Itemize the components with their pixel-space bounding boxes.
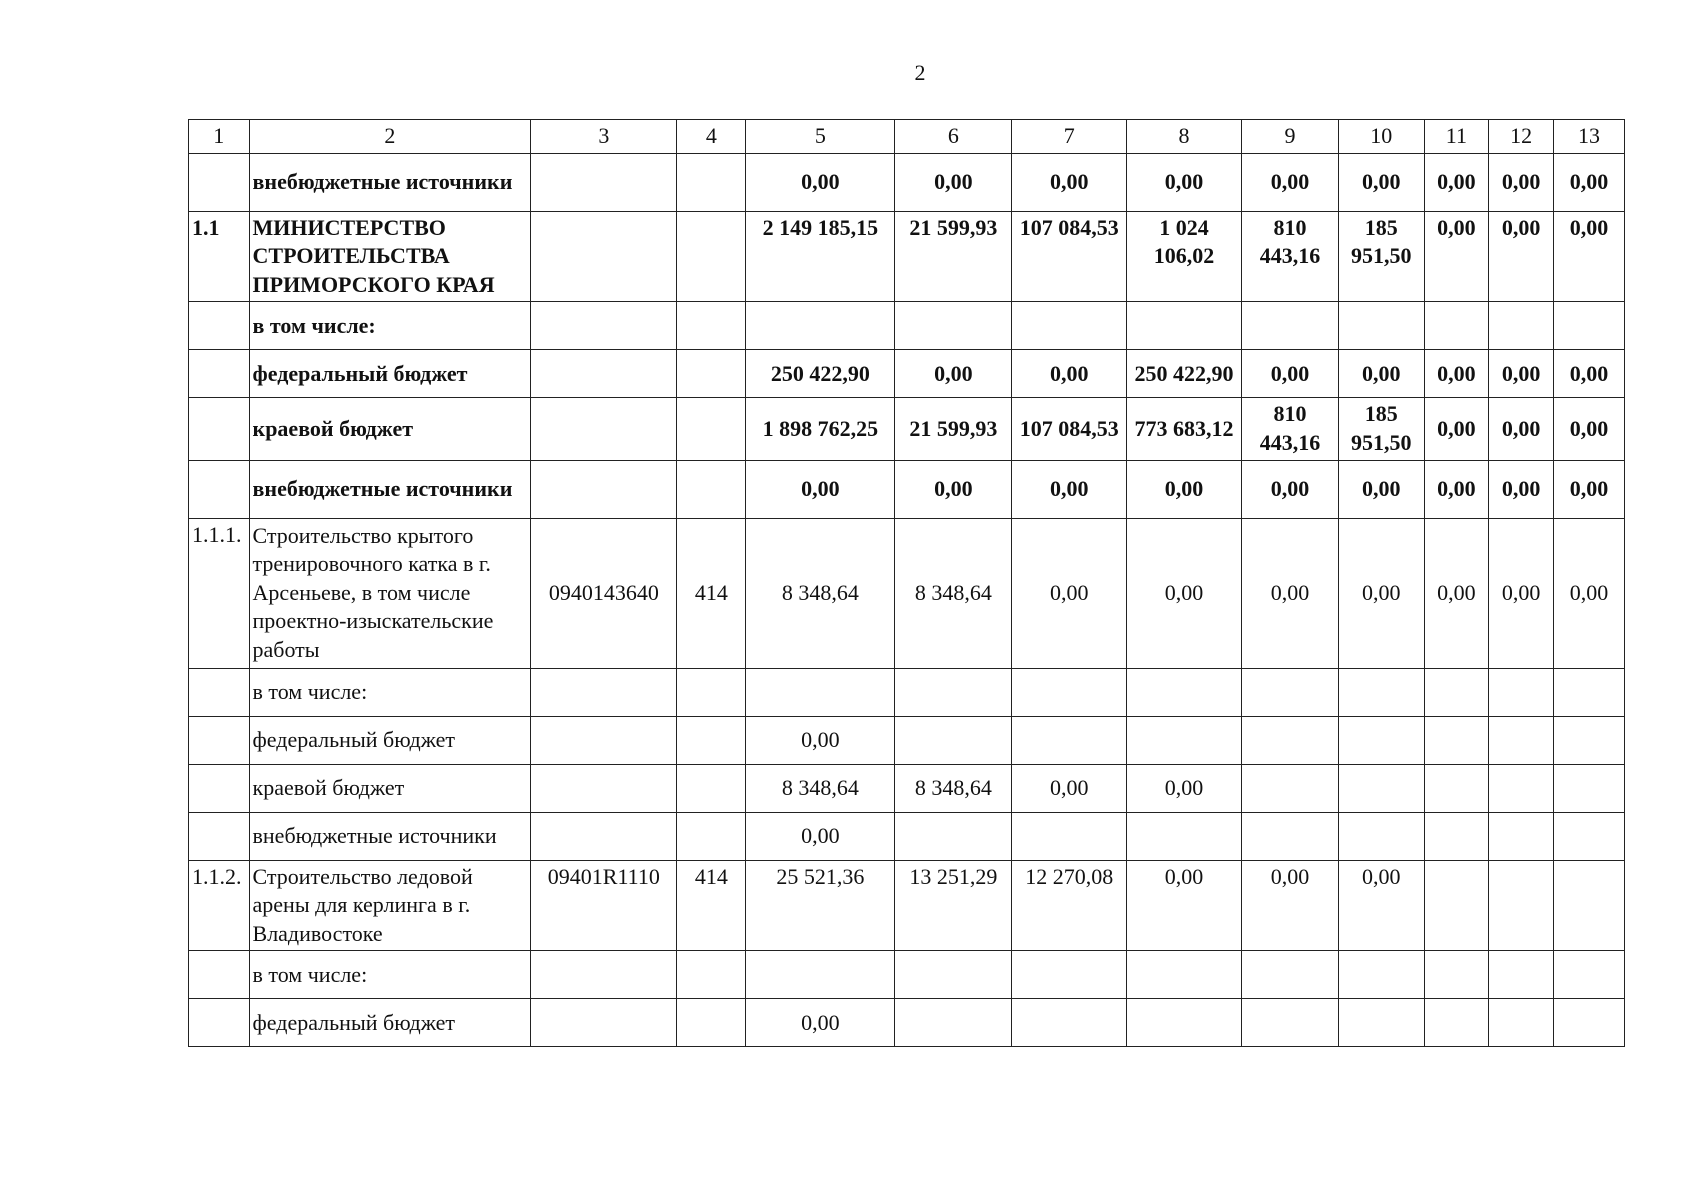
year-2022-cell: 0,00 bbox=[1127, 764, 1242, 812]
total-cell: 1 898 762,25 bbox=[746, 398, 895, 460]
year-2020-cell bbox=[895, 668, 1012, 716]
year-2024-cell bbox=[1338, 999, 1424, 1047]
row-number-cell: 1.1 bbox=[189, 211, 250, 302]
total-cell: 8 348,64 bbox=[746, 518, 895, 668]
year-2024-cell: 0,00 bbox=[1338, 350, 1424, 398]
year-2027-cell bbox=[1553, 764, 1624, 812]
year-2023-cell: 0,00 bbox=[1241, 350, 1338, 398]
header-row bbox=[189, 120, 1625, 154]
year-2023-cell: 810 443,16 bbox=[1241, 398, 1338, 460]
item-name-cell: внебюджетные источники bbox=[249, 460, 531, 518]
expense-type-cell bbox=[677, 398, 746, 460]
year-2025-cell: 0,00 bbox=[1424, 153, 1489, 211]
expense-type-cell: 414 bbox=[677, 860, 746, 951]
table-row bbox=[189, 951, 1625, 999]
budget-code-cell bbox=[531, 951, 677, 999]
year-2023-cell bbox=[1241, 302, 1338, 350]
row-number-cell bbox=[189, 668, 250, 716]
col-header: 13 bbox=[1553, 120, 1624, 154]
col-header: 3 bbox=[531, 120, 677, 154]
year-2025-cell bbox=[1424, 951, 1489, 999]
year-2021-cell: 0,00 bbox=[1012, 518, 1127, 668]
year-2021-cell bbox=[1012, 812, 1127, 860]
table-row bbox=[189, 302, 1625, 350]
item-name-cell: в том числе: bbox=[249, 302, 531, 350]
budget-code-cell: 09401R1110 bbox=[531, 860, 677, 951]
year-2020-cell: 0,00 bbox=[895, 350, 1012, 398]
year-2022-cell bbox=[1127, 302, 1242, 350]
year-2023-cell: 0,00 bbox=[1241, 460, 1338, 518]
expense-type-cell bbox=[677, 153, 746, 211]
year-2027-cell bbox=[1553, 999, 1624, 1047]
table-row bbox=[189, 518, 1625, 668]
year-2020-cell bbox=[895, 999, 1012, 1047]
row-number-cell bbox=[189, 350, 250, 398]
expense-type-cell bbox=[677, 716, 746, 764]
year-2024-cell bbox=[1338, 812, 1424, 860]
item-name-cell: Строительство ледовой арены для керлинга в г. Владивостоке bbox=[249, 860, 531, 951]
year-2022-cell bbox=[1127, 716, 1242, 764]
table-row bbox=[189, 999, 1625, 1047]
expense-type-cell bbox=[677, 350, 746, 398]
year-2022-cell: 0,00 bbox=[1127, 460, 1242, 518]
table-row bbox=[189, 211, 1625, 302]
year-2024-cell: 0,00 bbox=[1338, 860, 1424, 951]
expense-type-cell bbox=[677, 951, 746, 999]
table-row bbox=[189, 460, 1625, 518]
budget-code-cell bbox=[531, 302, 677, 350]
year-2026-cell: 0,00 bbox=[1489, 460, 1554, 518]
expense-type-cell: 414 bbox=[677, 518, 746, 668]
item-name-cell: краевой бюджет bbox=[249, 398, 531, 460]
year-2027-cell: 0,00 bbox=[1553, 518, 1624, 668]
total-cell: 250 422,90 bbox=[746, 350, 895, 398]
col-header: 12 bbox=[1489, 120, 1554, 154]
budget-code-cell bbox=[531, 716, 677, 764]
year-2023-cell: 0,00 bbox=[1241, 518, 1338, 668]
year-2026-cell bbox=[1489, 302, 1554, 350]
item-name-cell: внебюджетные источники bbox=[249, 812, 531, 860]
expense-type-cell bbox=[677, 668, 746, 716]
year-2021-cell: 0,00 bbox=[1012, 153, 1127, 211]
year-2022-cell: 773 683,12 bbox=[1127, 398, 1242, 460]
row-number-cell: 1.1.1. bbox=[189, 518, 250, 668]
year-2026-cell bbox=[1489, 764, 1554, 812]
year-2022-cell bbox=[1127, 668, 1242, 716]
year-2021-cell bbox=[1012, 951, 1127, 999]
budget-code-cell bbox=[531, 350, 677, 398]
year-2024-cell: 0,00 bbox=[1338, 153, 1424, 211]
col-header: 4 bbox=[677, 120, 746, 154]
expense-type-cell bbox=[677, 999, 746, 1047]
year-2026-cell: 0,00 bbox=[1489, 518, 1554, 668]
row-number-cell bbox=[189, 716, 250, 764]
year-2023-cell bbox=[1241, 764, 1338, 812]
year-2026-cell: 0,00 bbox=[1489, 153, 1554, 211]
year-2025-cell bbox=[1424, 302, 1489, 350]
year-2026-cell bbox=[1489, 716, 1554, 764]
year-2022-cell bbox=[1127, 999, 1242, 1047]
year-2021-cell bbox=[1012, 716, 1127, 764]
year-2021-cell bbox=[1012, 999, 1127, 1047]
table-row bbox=[189, 153, 1625, 211]
year-2021-cell: 107 084,53 bbox=[1012, 211, 1127, 302]
total-cell bbox=[746, 951, 895, 999]
year-2026-cell bbox=[1489, 951, 1554, 999]
item-name-cell: внебюджетные источники bbox=[249, 153, 531, 211]
year-2020-cell: 13 251,29 bbox=[895, 860, 1012, 951]
year-2020-cell: 21 599,93 bbox=[895, 211, 1012, 302]
expense-type-cell bbox=[677, 764, 746, 812]
item-name-cell: краевой бюджет bbox=[249, 764, 531, 812]
year-2020-cell: 0,00 bbox=[895, 460, 1012, 518]
year-2021-cell: 12 270,08 bbox=[1012, 860, 1127, 951]
year-2025-cell bbox=[1424, 860, 1489, 951]
year-2024-cell bbox=[1338, 716, 1424, 764]
year-2022-cell bbox=[1127, 951, 1242, 999]
item-name-cell: федеральный бюджет bbox=[249, 716, 531, 764]
col-header: 11 bbox=[1424, 120, 1489, 154]
table-body bbox=[189, 153, 1625, 1047]
year-2025-cell: 0,00 bbox=[1424, 460, 1489, 518]
item-name-cell: в том числе: bbox=[249, 668, 531, 716]
col-header: 7 bbox=[1012, 120, 1127, 154]
year-2027-cell bbox=[1553, 668, 1624, 716]
year-2025-cell bbox=[1424, 764, 1489, 812]
year-2025-cell: 0,00 bbox=[1424, 518, 1489, 668]
year-2027-cell bbox=[1553, 812, 1624, 860]
total-cell: 0,00 bbox=[746, 460, 895, 518]
year-2021-cell: 0,00 bbox=[1012, 350, 1127, 398]
year-2027-cell bbox=[1553, 951, 1624, 999]
table-row bbox=[189, 716, 1625, 764]
year-2021-cell: 0,00 bbox=[1012, 460, 1127, 518]
year-2023-cell bbox=[1241, 716, 1338, 764]
expense-type-cell bbox=[677, 460, 746, 518]
total-cell: 2 149 185,15 bbox=[746, 211, 895, 302]
total-cell: 0,00 bbox=[746, 153, 895, 211]
budget-code-cell bbox=[531, 211, 677, 302]
year-2020-cell: 8 348,64 bbox=[895, 518, 1012, 668]
col-header: 2 bbox=[249, 120, 531, 154]
year-2021-cell: 0,00 bbox=[1012, 764, 1127, 812]
year-2027-cell bbox=[1553, 860, 1624, 951]
year-2025-cell bbox=[1424, 668, 1489, 716]
row-number-cell bbox=[189, 153, 250, 211]
year-2027-cell: 0,00 bbox=[1553, 350, 1624, 398]
year-2025-cell: 0,00 bbox=[1424, 350, 1489, 398]
item-name-cell: федеральный бюджет bbox=[249, 350, 531, 398]
year-2025-cell bbox=[1424, 812, 1489, 860]
year-2027-cell: 0,00 bbox=[1553, 153, 1624, 211]
year-2025-cell bbox=[1424, 716, 1489, 764]
budget-code-cell bbox=[531, 812, 677, 860]
year-2020-cell: 8 348,64 bbox=[895, 764, 1012, 812]
year-2026-cell bbox=[1489, 812, 1554, 860]
year-2027-cell: 0,00 bbox=[1553, 211, 1624, 302]
year-2023-cell bbox=[1241, 999, 1338, 1047]
budget-code-cell bbox=[531, 668, 677, 716]
year-2024-cell bbox=[1338, 668, 1424, 716]
year-2024-cell: 0,00 bbox=[1338, 518, 1424, 668]
year-2027-cell: 0,00 bbox=[1553, 398, 1624, 460]
year-2020-cell bbox=[895, 951, 1012, 999]
budget-code-cell bbox=[531, 153, 677, 211]
year-2022-cell: 0,00 bbox=[1127, 153, 1242, 211]
total-cell bbox=[746, 302, 895, 350]
year-2020-cell bbox=[895, 812, 1012, 860]
row-number-cell bbox=[189, 460, 250, 518]
row-number-cell bbox=[189, 812, 250, 860]
col-header: 8 bbox=[1127, 120, 1242, 154]
year-2024-cell: 185 951,50 bbox=[1338, 398, 1424, 460]
col-header: 5 bbox=[746, 120, 895, 154]
year-2024-cell bbox=[1338, 764, 1424, 812]
total-cell: 8 348,64 bbox=[746, 764, 895, 812]
year-2026-cell: 0,00 bbox=[1489, 350, 1554, 398]
year-2022-cell: 1 024 106,02 bbox=[1127, 211, 1242, 302]
year-2023-cell: 0,00 bbox=[1241, 860, 1338, 951]
expense-type-cell bbox=[677, 302, 746, 350]
budget-code-cell bbox=[531, 999, 677, 1047]
year-2022-cell bbox=[1127, 812, 1242, 860]
year-2023-cell bbox=[1241, 951, 1338, 999]
row-number-cell bbox=[189, 764, 250, 812]
year-2025-cell bbox=[1424, 999, 1489, 1047]
row-number-cell bbox=[189, 398, 250, 460]
budget-table bbox=[188, 119, 1625, 1047]
col-header: 1 bbox=[189, 120, 250, 154]
item-name-cell: федеральный бюджет bbox=[249, 999, 531, 1047]
table-row bbox=[189, 860, 1625, 951]
year-2026-cell: 0,00 bbox=[1489, 398, 1554, 460]
year-2024-cell: 0,00 bbox=[1338, 460, 1424, 518]
col-header: 10 bbox=[1338, 120, 1424, 154]
year-2027-cell bbox=[1553, 302, 1624, 350]
year-2020-cell: 0,00 bbox=[895, 153, 1012, 211]
expense-type-cell bbox=[677, 812, 746, 860]
year-2024-cell: 185 951,50 bbox=[1338, 211, 1424, 302]
total-cell bbox=[746, 668, 895, 716]
budget-code-cell: 0940143640 bbox=[531, 518, 677, 668]
year-2027-cell bbox=[1553, 716, 1624, 764]
total-cell: 0,00 bbox=[746, 999, 895, 1047]
year-2020-cell: 21 599,93 bbox=[895, 398, 1012, 460]
year-2023-cell bbox=[1241, 668, 1338, 716]
col-header: 6 bbox=[895, 120, 1012, 154]
year-2024-cell bbox=[1338, 951, 1424, 999]
year-2026-cell bbox=[1489, 668, 1554, 716]
total-cell: 0,00 bbox=[746, 812, 895, 860]
item-name-cell: МИНИСТЕРСТВО СТРОИТЕЛЬСТВА ПРИМОРСКОГО КРАЯ bbox=[249, 211, 531, 302]
col-header: 9 bbox=[1241, 120, 1338, 154]
year-2026-cell bbox=[1489, 999, 1554, 1047]
budget-code-cell bbox=[531, 764, 677, 812]
budget-code-cell bbox=[531, 460, 677, 518]
year-2020-cell bbox=[895, 716, 1012, 764]
year-2023-cell bbox=[1241, 812, 1338, 860]
year-2021-cell bbox=[1012, 302, 1127, 350]
table-row bbox=[189, 398, 1625, 460]
expense-type-cell bbox=[677, 211, 746, 302]
table-row bbox=[189, 350, 1625, 398]
year-2022-cell: 250 422,90 bbox=[1127, 350, 1242, 398]
year-2022-cell: 0,00 bbox=[1127, 518, 1242, 668]
table-row bbox=[189, 668, 1625, 716]
row-number-cell bbox=[189, 999, 250, 1047]
table-row bbox=[189, 812, 1625, 860]
year-2022-cell: 0,00 bbox=[1127, 860, 1242, 951]
year-2027-cell: 0,00 bbox=[1553, 460, 1624, 518]
budget-code-cell bbox=[531, 398, 677, 460]
total-cell: 0,00 bbox=[746, 716, 895, 764]
year-2024-cell bbox=[1338, 302, 1424, 350]
year-2023-cell: 0,00 bbox=[1241, 153, 1338, 211]
year-2026-cell: 0,00 bbox=[1489, 211, 1554, 302]
table-row bbox=[189, 764, 1625, 812]
row-number-cell bbox=[189, 302, 250, 350]
item-name-cell: в том числе: bbox=[249, 951, 531, 999]
year-2025-cell: 0,00 bbox=[1424, 211, 1489, 302]
item-name-cell: Строительство крытого тренировочного катка в г. Арсеньеве, в том числе проектно-изыскательские работы bbox=[249, 518, 531, 668]
year-2026-cell bbox=[1489, 860, 1554, 951]
row-number-cell bbox=[189, 951, 250, 999]
year-2025-cell: 0,00 bbox=[1424, 398, 1489, 460]
year-2020-cell bbox=[895, 302, 1012, 350]
year-2021-cell: 107 084,53 bbox=[1012, 398, 1127, 460]
row-number-cell: 1.1.2. bbox=[189, 860, 250, 951]
total-cell: 25 521,36 bbox=[746, 860, 895, 951]
year-2021-cell bbox=[1012, 668, 1127, 716]
page-number: 2 bbox=[914, 60, 926, 85]
year-2023-cell: 810 443,16 bbox=[1241, 211, 1338, 302]
